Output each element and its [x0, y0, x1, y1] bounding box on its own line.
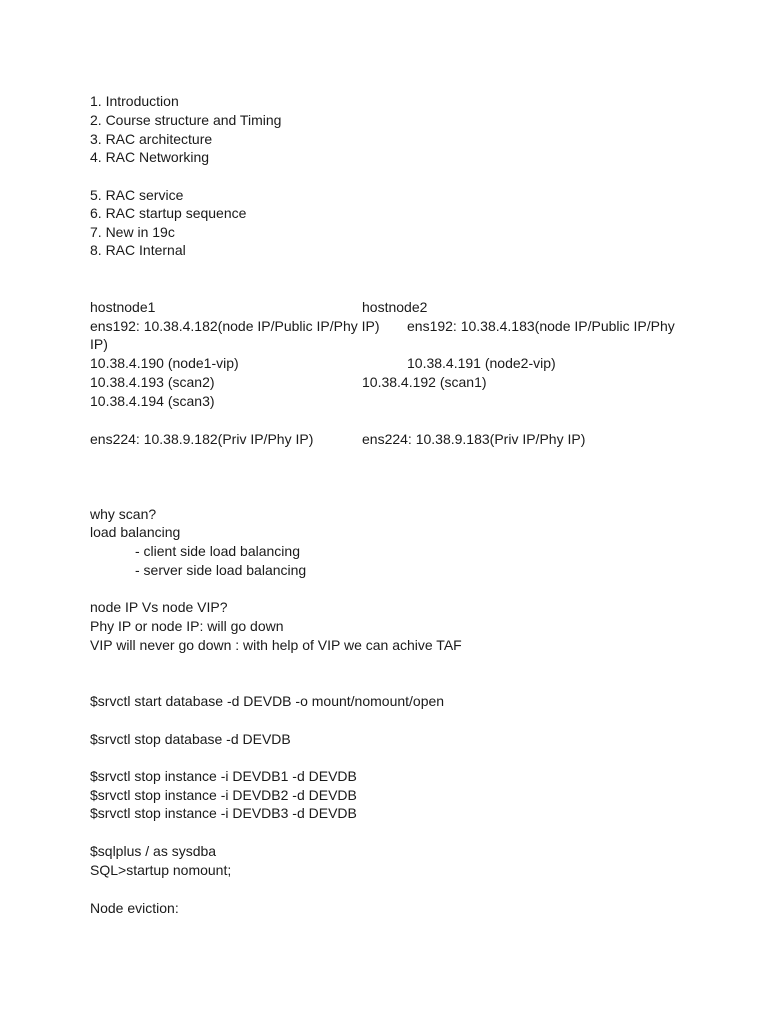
cmd-start-db: $srvctl start database -d DEVDB -o mount/nomount/open: [90, 693, 445, 709]
node1-ens192: ens192: 10.38.4.182(node IP/Public IP/Phy IP): [90, 318, 380, 334]
server-side-lb: - server side load balancing: [135, 562, 307, 578]
scan-question: why scan?: [90, 506, 157, 522]
toc-item-3: 3. RAC architecture: [90, 131, 213, 147]
cmd-stop-inst1: $srvctl stop instance -i DEVDB1 -d DEVDB: [90, 768, 357, 784]
node1-ens224: ens224: 10.38.9.182(Priv IP/Phy IP): [90, 431, 314, 447]
node1-scan3: 10.38.4.194 (scan3): [90, 393, 215, 409]
toc-item-7: 7. New in 19c: [90, 224, 175, 240]
node2-header: hostnode2: [362, 299, 428, 315]
vip-question: node IP Vs node VIP?: [90, 599, 228, 615]
cmd-stop-inst2: $srvctl stop instance -i DEVDB2 -d DEVDB: [90, 787, 357, 803]
node1-scan2: 10.38.4.193 (scan2): [90, 374, 215, 390]
node2-ens192-continued: IP): [90, 336, 108, 352]
phy-ip-note: Phy IP or node IP: will go down: [90, 618, 284, 634]
toc-item-4: 4. RAC Networking: [90, 149, 210, 165]
load-balancing-heading: load balancing: [90, 524, 181, 540]
cmd-sqlplus: $sqlplus / as sysdba: [90, 843, 217, 859]
toc-item-1: 1. Introduction: [90, 93, 179, 109]
cmd-stop-inst3: $srvctl stop instance -i DEVDB3 -d DEVDB: [90, 805, 357, 821]
cmd-startup: SQL>startup nomount;: [90, 862, 232, 878]
cmd-stop-db: $srvctl stop database -d DEVDB: [90, 731, 291, 747]
node2-scan1: 10.38.4.192 (scan1): [362, 374, 487, 390]
toc-item-2: 2. Course structure and Timing: [90, 112, 282, 128]
vip-note: VIP will never go down : with help of VIP we can achive TAF: [90, 637, 462, 653]
node2-ens192: ens192: 10.38.4.183(node IP/Public IP/Phy: [407, 318, 675, 334]
node2-vip: 10.38.4.191 (node2-vip): [407, 355, 556, 371]
node-eviction-heading: Node eviction:: [90, 900, 179, 916]
toc-item-8: 8. RAC Internal: [90, 242, 186, 258]
node1-header: hostnode1: [90, 299, 156, 315]
toc-item-5: 5. RAC service: [90, 187, 184, 203]
client-side-lb: - client side load balancing: [135, 543, 300, 559]
toc-item-6: 6. RAC startup sequence: [90, 205, 247, 221]
node1-vip: 10.38.4.190 (node1-vip): [90, 355, 239, 371]
node2-ens224: ens224: 10.38.9.183(Priv IP/Phy IP): [362, 431, 586, 447]
